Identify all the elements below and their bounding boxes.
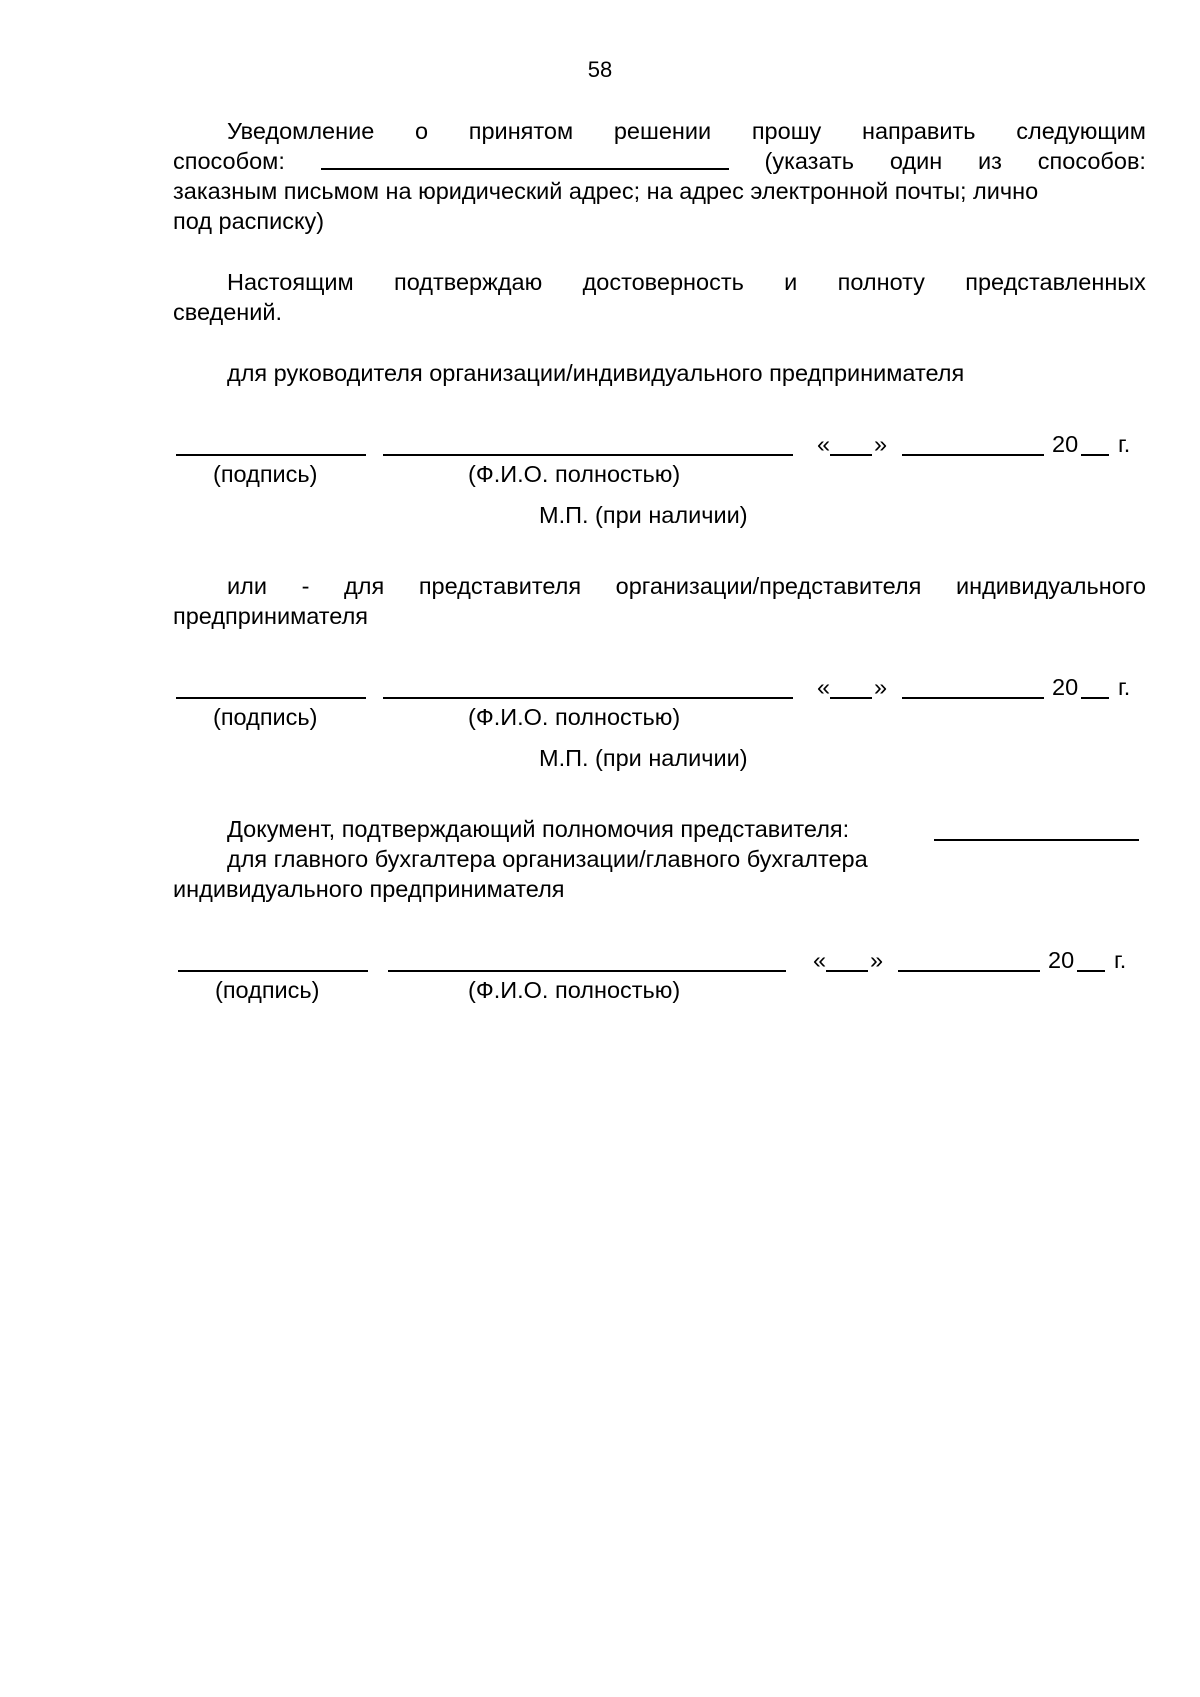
- confirmation-line-2: сведений.: [173, 299, 283, 325]
- head-day-field[interactable]: [830, 454, 872, 456]
- accountant-quote-open: «: [813, 947, 827, 973]
- head-year-prefix: 20: [1052, 431, 1079, 457]
- head-quote-open: «: [817, 431, 831, 457]
- head-month-field[interactable]: [902, 454, 1044, 456]
- accountant-day-field[interactable]: [826, 970, 868, 972]
- accountant-signature-field[interactable]: [178, 970, 368, 972]
- head-quote-close: »: [874, 431, 888, 457]
- head-year-suffix: г.: [1118, 431, 1131, 457]
- head-signature-caption: (подпись): [213, 461, 318, 487]
- rep-fio-field[interactable]: [383, 697, 793, 699]
- rep-intro-line-1: или - для представителя организации/представителя индивидуального: [227, 573, 1146, 599]
- accountant-year-prefix: 20: [1048, 947, 1075, 973]
- rep-day-field[interactable]: [830, 697, 872, 699]
- accountant-fio-field[interactable]: [388, 970, 786, 972]
- delivery-method-field[interactable]: [321, 146, 729, 170]
- accountant-year-suffix: г.: [1114, 947, 1127, 973]
- confirmation-line-1: Настоящим подтверждаю достоверность и полноту представленных: [227, 269, 1146, 295]
- doc-authority-label: Документ, подтверждающий полномочия представителя:: [227, 816, 850, 842]
- head-fio-caption: (Ф.И.О. полностью): [468, 461, 681, 487]
- head-signature-field[interactable]: [176, 454, 366, 456]
- rep-year-prefix: 20: [1052, 674, 1079, 700]
- rep-signature-field[interactable]: [176, 697, 366, 699]
- accountant-intro-line-1: для главного бухгалтера организации/главного бухгалтера: [227, 846, 868, 872]
- rep-quote-open: «: [817, 674, 831, 700]
- accountant-fio-caption: (Ф.И.О. полностью): [468, 977, 681, 1003]
- notification-line-4: под расписку): [173, 208, 325, 234]
- head-year-field[interactable]: [1081, 454, 1109, 456]
- accountant-signature-caption: (подпись): [215, 977, 320, 1003]
- rep-year-suffix: г.: [1118, 674, 1131, 700]
- rep-fio-caption: (Ф.И.О. полностью): [468, 704, 681, 730]
- rep-intro-line-2: предпринимателя: [173, 603, 369, 629]
- accountant-quote-close: »: [870, 947, 884, 973]
- rep-stamp-caption: М.П. (при наличии): [539, 745, 748, 771]
- notification-line-3: заказным письмом на юридический адрес; на адрес электронной почты; лично: [173, 178, 1039, 204]
- accountant-intro-line-2: индивидуального предпринимателя: [173, 876, 565, 902]
- head-intro: для руководителя организации/индивидуального предпринимателя: [227, 360, 965, 386]
- head-fio-field[interactable]: [383, 454, 793, 456]
- notification-line-1: Уведомление о принятом решении прошу направить следующим: [227, 118, 1146, 144]
- rep-quote-close: »: [874, 674, 888, 700]
- rep-month-field[interactable]: [902, 697, 1044, 699]
- page-number: 58: [587, 57, 613, 82]
- doc-authority-field[interactable]: [934, 839, 1139, 841]
- notification-line-2: способом: (указать один из способов:: [173, 148, 1146, 174]
- accountant-year-field[interactable]: [1077, 970, 1105, 972]
- accountant-month-field[interactable]: [898, 970, 1040, 972]
- head-stamp-caption: М.П. (при наличии): [539, 502, 748, 528]
- rep-year-field[interactable]: [1081, 697, 1109, 699]
- rep-signature-caption: (подпись): [213, 704, 318, 730]
